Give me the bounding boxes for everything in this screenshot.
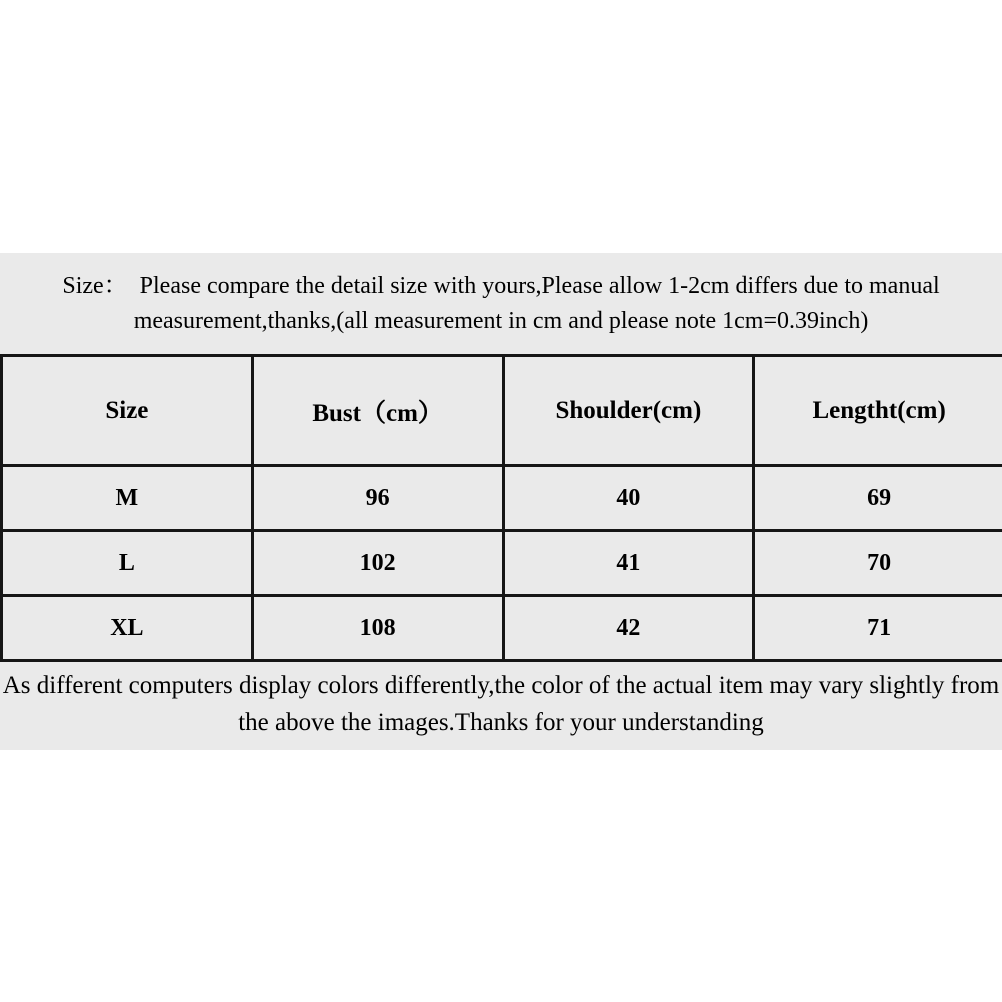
cell-l-bust: 102 xyxy=(252,531,503,596)
cell-m-shoulder: 40 xyxy=(503,466,754,531)
measurement-note xyxy=(0,253,1002,354)
cell-xl-size: XL xyxy=(2,596,253,661)
measurement-note-line-2: measurement,thanks,(all measurement in cm and please note 1cm=0.39inch) xyxy=(133,307,869,334)
cell-m-size: M xyxy=(2,466,253,531)
size-table xyxy=(0,354,1002,662)
color-disclaimer-line-2: the above the images.Thanks for your understanding xyxy=(238,709,764,736)
measurement-note-line-1: Size： Please compare the detail size with yours,Please allow 1-2cm differs due to manual xyxy=(62,272,940,299)
color-disclaimer-note xyxy=(0,662,1002,746)
table-row-l xyxy=(2,531,1002,596)
table-row-xl xyxy=(2,596,1002,661)
header-cell-length: Lengtht(cm) xyxy=(754,356,1002,466)
cell-l-length: 70 xyxy=(754,531,1002,596)
cell-l-shoulder: 41 xyxy=(503,531,754,596)
cell-xl-length: 71 xyxy=(754,596,1002,661)
cell-xl-shoulder: 42 xyxy=(503,596,754,661)
header-cell-size: Size xyxy=(2,356,253,466)
header-cell-bust: Bust（cm） xyxy=(252,356,503,466)
cell-m-length: 69 xyxy=(754,466,1002,531)
table-row-m xyxy=(2,466,1002,531)
size-chart-panel xyxy=(0,253,1002,750)
size-table-header-row xyxy=(2,356,1002,466)
header-cell-shoulder: Shoulder(cm) xyxy=(503,356,754,466)
color-disclaimer-line-1: As different computers display colors differently,the color of the actual item may vary slightly from xyxy=(2,672,1000,699)
cell-l-size: L xyxy=(2,531,253,596)
cell-m-bust: 96 xyxy=(252,466,503,531)
cell-xl-bust: 108 xyxy=(252,596,503,661)
